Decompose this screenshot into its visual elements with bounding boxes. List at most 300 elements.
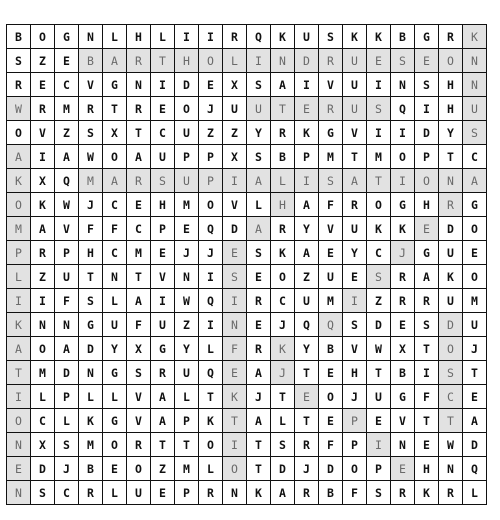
grid-cell[interactable]: L <box>151 25 175 49</box>
grid-cell[interactable]: Q <box>463 457 487 481</box>
grid-cell[interactable]: Y <box>175 337 199 361</box>
grid-cell[interactable]: E <box>31 73 55 97</box>
grid-cell[interactable]: J <box>79 193 103 217</box>
grid-cell[interactable]: G <box>79 313 103 337</box>
grid-cell[interactable]: H <box>343 361 367 385</box>
grid-cell[interactable]: L <box>271 169 295 193</box>
grid-cell[interactable]: H <box>175 49 199 73</box>
grid-cell[interactable]: E <box>199 73 223 97</box>
grid-cell[interactable]: T <box>295 361 319 385</box>
grid-cell[interactable]: O <box>7 193 31 217</box>
grid-cell[interactable]: S <box>7 49 31 73</box>
grid-cell[interactable]: R <box>127 433 151 457</box>
grid-cell[interactable]: F <box>343 481 367 505</box>
grid-cell[interactable]: T <box>223 409 247 433</box>
grid-cell[interactable]: K <box>31 193 55 217</box>
grid-cell[interactable]: P <box>175 481 199 505</box>
grid-cell[interactable]: A <box>271 481 295 505</box>
grid-cell[interactable]: V <box>223 193 247 217</box>
grid-cell[interactable]: T <box>247 457 271 481</box>
grid-cell[interactable]: O <box>7 409 31 433</box>
grid-cell[interactable]: Z <box>199 121 223 145</box>
grid-cell[interactable]: S <box>247 145 271 169</box>
grid-cell[interactable]: Q <box>199 289 223 313</box>
grid-cell[interactable]: G <box>391 385 415 409</box>
grid-cell[interactable]: I <box>175 25 199 49</box>
grid-cell[interactable]: L <box>199 337 223 361</box>
grid-cell[interactable]: P <box>175 145 199 169</box>
grid-cell[interactable]: A <box>295 193 319 217</box>
grid-cell[interactable]: K <box>415 481 439 505</box>
grid-cell[interactable]: Q <box>247 25 271 49</box>
grid-cell[interactable]: L <box>31 385 55 409</box>
grid-cell[interactable]: I <box>223 433 247 457</box>
grid-cell[interactable]: K <box>7 313 31 337</box>
grid-cell[interactable]: H <box>79 241 103 265</box>
grid-cell[interactable]: N <box>439 457 463 481</box>
grid-cell[interactable]: K <box>367 217 391 241</box>
grid-cell[interactable]: R <box>439 193 463 217</box>
grid-cell[interactable]: O <box>343 457 367 481</box>
grid-cell[interactable]: A <box>103 169 127 193</box>
grid-cell[interactable]: R <box>391 289 415 313</box>
grid-cell[interactable]: P <box>415 145 439 169</box>
grid-cell[interactable]: U <box>343 217 367 241</box>
grid-cell[interactable]: T <box>127 265 151 289</box>
grid-cell[interactable]: R <box>295 481 319 505</box>
grid-cell[interactable]: F <box>79 217 103 241</box>
grid-cell[interactable]: K <box>295 121 319 145</box>
grid-cell[interactable]: W <box>367 337 391 361</box>
grid-cell[interactable]: B <box>79 457 103 481</box>
grid-cell[interactable]: I <box>199 265 223 289</box>
grid-cell[interactable]: L <box>103 481 127 505</box>
grid-cell[interactable]: T <box>415 409 439 433</box>
grid-cell[interactable]: Y <box>343 241 367 265</box>
grid-cell[interactable]: O <box>31 25 55 49</box>
grid-cell[interactable]: H <box>151 193 175 217</box>
grid-cell[interactable]: A <box>151 409 175 433</box>
grid-cell[interactable]: B <box>391 25 415 49</box>
grid-cell[interactable]: U <box>247 97 271 121</box>
grid-cell[interactable]: I <box>295 169 319 193</box>
grid-cell[interactable]: S <box>439 361 463 385</box>
grid-cell[interactable]: R <box>223 25 247 49</box>
grid-cell[interactable]: W <box>175 289 199 313</box>
grid-cell[interactable]: S <box>367 97 391 121</box>
grid-cell[interactable]: U <box>343 49 367 73</box>
grid-cell[interactable]: T <box>103 97 127 121</box>
grid-cell[interactable]: L <box>7 265 31 289</box>
grid-cell[interactable]: U <box>343 97 367 121</box>
grid-cell[interactable]: A <box>415 265 439 289</box>
grid-cell[interactable]: L <box>247 193 271 217</box>
grid-cell[interactable]: V <box>31 121 55 145</box>
grid-cell[interactable]: T <box>247 433 271 457</box>
grid-cell[interactable]: R <box>319 49 343 73</box>
grid-cell[interactable]: M <box>79 169 103 193</box>
grid-cell[interactable]: P <box>199 145 223 169</box>
grid-cell[interactable]: E <box>343 265 367 289</box>
grid-cell[interactable]: R <box>199 481 223 505</box>
grid-cell[interactable]: O <box>367 193 391 217</box>
grid-cell[interactable]: U <box>175 121 199 145</box>
grid-cell[interactable]: R <box>439 25 463 49</box>
grid-cell[interactable]: V <box>319 217 343 241</box>
grid-cell[interactable]: G <box>391 193 415 217</box>
grid-cell[interactable]: L <box>463 481 487 505</box>
grid-cell[interactable]: C <box>127 217 151 241</box>
grid-cell[interactable]: C <box>55 73 79 97</box>
grid-cell[interactable]: E <box>415 49 439 73</box>
grid-cell[interactable]: S <box>55 433 79 457</box>
grid-cell[interactable]: E <box>319 241 343 265</box>
grid-cell[interactable]: E <box>175 217 199 241</box>
grid-cell[interactable]: R <box>7 73 31 97</box>
grid-cell[interactable]: C <box>367 241 391 265</box>
grid-cell[interactable]: L <box>175 385 199 409</box>
grid-cell[interactable]: J <box>271 313 295 337</box>
grid-cell[interactable]: N <box>31 313 55 337</box>
grid-cell[interactable]: A <box>247 361 271 385</box>
grid-cell[interactable]: J <box>295 457 319 481</box>
grid-cell[interactable]: D <box>295 49 319 73</box>
grid-cell[interactable]: G <box>103 409 127 433</box>
grid-cell[interactable]: N <box>223 313 247 337</box>
grid-cell[interactable]: O <box>31 337 55 361</box>
grid-cell[interactable]: E <box>319 409 343 433</box>
grid-cell[interactable]: F <box>103 217 127 241</box>
grid-cell[interactable]: A <box>7 337 31 361</box>
grid-cell[interactable]: F <box>319 193 343 217</box>
grid-cell[interactable]: R <box>127 169 151 193</box>
grid-cell[interactable]: I <box>343 289 367 313</box>
grid-cell[interactable]: A <box>127 145 151 169</box>
grid-cell[interactable]: E <box>319 361 343 385</box>
grid-cell[interactable]: H <box>127 25 151 49</box>
grid-cell[interactable]: R <box>31 241 55 265</box>
grid-cell[interactable]: Y <box>295 337 319 361</box>
grid-cell[interactable]: U <box>463 97 487 121</box>
grid-cell[interactable]: E <box>367 409 391 433</box>
grid-cell[interactable]: H <box>415 193 439 217</box>
grid-cell[interactable]: U <box>439 289 463 313</box>
grid-cell[interactable]: T <box>199 385 223 409</box>
grid-cell[interactable]: O <box>199 433 223 457</box>
grid-cell[interactable]: H <box>439 97 463 121</box>
grid-cell[interactable]: N <box>103 265 127 289</box>
grid-cell[interactable]: Z <box>175 313 199 337</box>
grid-cell[interactable]: T <box>295 409 319 433</box>
grid-cell[interactable]: L <box>223 49 247 73</box>
grid-cell[interactable]: X <box>127 337 151 361</box>
grid-cell[interactable]: A <box>247 169 271 193</box>
grid-cell[interactable]: D <box>463 433 487 457</box>
grid-cell[interactable]: V <box>391 409 415 433</box>
grid-cell[interactable]: M <box>7 217 31 241</box>
grid-cell[interactable]: Z <box>367 289 391 313</box>
grid-cell[interactable]: P <box>367 457 391 481</box>
grid-cell[interactable]: J <box>271 361 295 385</box>
grid-cell[interactable]: I <box>367 73 391 97</box>
grid-cell[interactable]: K <box>79 409 103 433</box>
grid-cell[interactable]: P <box>7 241 31 265</box>
grid-cell[interactable]: D <box>55 361 79 385</box>
grid-cell[interactable]: I <box>199 313 223 337</box>
grid-cell[interactable]: K <box>247 481 271 505</box>
grid-cell[interactable]: F <box>415 385 439 409</box>
grid-cell[interactable]: R <box>79 97 103 121</box>
grid-cell[interactable]: K <box>463 25 487 49</box>
grid-cell[interactable]: T <box>367 169 391 193</box>
grid-cell[interactable]: F <box>319 433 343 457</box>
grid-cell[interactable]: Q <box>319 313 343 337</box>
grid-cell[interactable]: I <box>247 49 271 73</box>
grid-cell[interactable]: O <box>271 265 295 289</box>
grid-cell[interactable]: M <box>463 289 487 313</box>
grid-cell[interactable]: Q <box>295 313 319 337</box>
grid-cell[interactable]: R <box>79 481 103 505</box>
grid-cell[interactable]: E <box>415 433 439 457</box>
grid-cell[interactable]: A <box>55 337 79 361</box>
grid-cell[interactable]: E <box>295 97 319 121</box>
grid-cell[interactable]: S <box>367 265 391 289</box>
grid-cell[interactable]: S <box>31 481 55 505</box>
grid-cell[interactable]: R <box>415 289 439 313</box>
grid-cell[interactable]: J <box>463 337 487 361</box>
grid-cell[interactable]: S <box>343 313 367 337</box>
grid-cell[interactable]: A <box>271 73 295 97</box>
grid-cell[interactable]: F <box>127 313 151 337</box>
grid-cell[interactable]: E <box>247 313 271 337</box>
grid-cell[interactable]: O <box>463 265 487 289</box>
grid-cell[interactable]: V <box>343 337 367 361</box>
grid-cell[interactable]: D <box>415 121 439 145</box>
grid-cell[interactable]: O <box>199 193 223 217</box>
grid-cell[interactable]: E <box>223 361 247 385</box>
grid-cell[interactable]: E <box>151 97 175 121</box>
grid-cell[interactable]: G <box>55 25 79 49</box>
grid-cell[interactable]: G <box>103 73 127 97</box>
grid-cell[interactable]: E <box>415 217 439 241</box>
grid-cell[interactable]: T <box>271 97 295 121</box>
grid-cell[interactable]: R <box>319 97 343 121</box>
grid-cell[interactable]: K <box>199 409 223 433</box>
grid-cell[interactable]: I <box>223 169 247 193</box>
grid-cell[interactable]: A <box>127 289 151 313</box>
grid-cell[interactable]: F <box>223 337 247 361</box>
grid-cell[interactable]: W <box>55 193 79 217</box>
grid-cell[interactable]: N <box>7 481 31 505</box>
grid-cell[interactable]: N <box>391 73 415 97</box>
grid-cell[interactable]: K <box>271 241 295 265</box>
grid-cell[interactable]: Y <box>295 217 319 241</box>
grid-cell[interactable]: I <box>391 121 415 145</box>
grid-cell[interactable]: O <box>391 145 415 169</box>
grid-cell[interactable]: Q <box>55 169 79 193</box>
grid-cell[interactable]: N <box>127 73 151 97</box>
grid-cell[interactable]: V <box>151 265 175 289</box>
grid-cell[interactable]: S <box>223 265 247 289</box>
grid-cell[interactable]: P <box>55 241 79 265</box>
grid-cell[interactable]: J <box>175 241 199 265</box>
grid-cell[interactable]: T <box>175 433 199 457</box>
grid-cell[interactable]: A <box>103 49 127 73</box>
grid-cell[interactable]: E <box>103 457 127 481</box>
grid-cell[interactable]: V <box>79 73 103 97</box>
grid-cell[interactable]: L <box>199 457 223 481</box>
grid-cell[interactable]: P <box>151 217 175 241</box>
grid-cell[interactable]: X <box>31 169 55 193</box>
grid-cell[interactable]: T <box>343 145 367 169</box>
grid-cell[interactable]: A <box>343 169 367 193</box>
grid-cell[interactable]: I <box>223 289 247 313</box>
grid-cell[interactable]: D <box>223 217 247 241</box>
grid-cell[interactable]: T <box>367 361 391 385</box>
grid-cell[interactable]: K <box>367 25 391 49</box>
grid-cell[interactable]: Z <box>295 265 319 289</box>
grid-cell[interactable]: A <box>463 409 487 433</box>
grid-cell[interactable]: P <box>199 169 223 193</box>
grid-cell[interactable]: K <box>439 265 463 289</box>
grid-cell[interactable]: U <box>175 361 199 385</box>
grid-cell[interactable]: R <box>391 481 415 505</box>
grid-cell[interactable]: T <box>151 433 175 457</box>
grid-cell[interactable]: Y <box>439 121 463 145</box>
grid-cell[interactable]: A <box>247 409 271 433</box>
grid-cell[interactable]: B <box>7 25 31 49</box>
grid-cell[interactable]: T <box>439 409 463 433</box>
grid-cell[interactable]: I <box>31 289 55 313</box>
grid-cell[interactable]: G <box>151 337 175 361</box>
grid-cell[interactable]: F <box>55 289 79 313</box>
grid-cell[interactable]: W <box>79 145 103 169</box>
grid-cell[interactable]: D <box>175 73 199 97</box>
grid-cell[interactable]: H <box>439 73 463 97</box>
grid-cell[interactable]: A <box>55 145 79 169</box>
grid-cell[interactable]: O <box>103 433 127 457</box>
grid-cell[interactable]: B <box>319 481 343 505</box>
grid-cell[interactable]: R <box>247 289 271 313</box>
grid-cell[interactable]: G <box>463 193 487 217</box>
grid-cell[interactable]: R <box>271 217 295 241</box>
grid-cell[interactable]: Z <box>223 121 247 145</box>
grid-cell[interactable]: N <box>271 49 295 73</box>
grid-cell[interactable]: C <box>151 121 175 145</box>
grid-cell[interactable]: U <box>343 73 367 97</box>
grid-cell[interactable]: I <box>7 385 31 409</box>
grid-cell[interactable]: O <box>319 385 343 409</box>
grid-cell[interactable]: M <box>31 361 55 385</box>
grid-cell[interactable]: B <box>319 337 343 361</box>
grid-cell[interactable]: J <box>343 385 367 409</box>
grid-cell[interactable]: N <box>79 361 103 385</box>
grid-cell[interactable]: O <box>7 121 31 145</box>
grid-cell[interactable]: J <box>199 241 223 265</box>
grid-cell[interactable]: S <box>79 289 103 313</box>
grid-cell[interactable]: A <box>463 169 487 193</box>
grid-cell[interactable]: O <box>175 97 199 121</box>
grid-cell[interactable]: U <box>367 385 391 409</box>
grid-cell[interactable]: K <box>223 385 247 409</box>
grid-cell[interactable]: J <box>199 97 223 121</box>
grid-cell[interactable]: D <box>271 457 295 481</box>
grid-cell[interactable]: N <box>175 265 199 289</box>
grid-cell[interactable]: V <box>343 121 367 145</box>
grid-cell[interactable]: U <box>151 313 175 337</box>
grid-cell[interactable]: L <box>103 385 127 409</box>
grid-cell[interactable]: P <box>175 409 199 433</box>
grid-cell[interactable]: N <box>463 49 487 73</box>
grid-cell[interactable]: C <box>463 145 487 169</box>
grid-cell[interactable]: Y <box>247 121 271 145</box>
grid-cell[interactable]: I <box>295 73 319 97</box>
grid-cell[interactable]: Y <box>103 337 127 361</box>
grid-cell[interactable]: R <box>295 433 319 457</box>
grid-cell[interactable]: U <box>127 481 151 505</box>
grid-cell[interactable]: O <box>127 457 151 481</box>
grid-cell[interactable]: T <box>151 49 175 73</box>
grid-cell[interactable]: K <box>391 217 415 241</box>
grid-cell[interactable]: I <box>415 361 439 385</box>
grid-cell[interactable]: S <box>247 73 271 97</box>
grid-cell[interactable]: D <box>79 337 103 361</box>
grid-cell[interactable]: R <box>271 121 295 145</box>
grid-cell[interactable]: W <box>7 97 31 121</box>
grid-cell[interactable]: N <box>7 433 31 457</box>
grid-cell[interactable]: X <box>391 337 415 361</box>
grid-cell[interactable]: R <box>343 193 367 217</box>
grid-cell[interactable]: G <box>415 25 439 49</box>
grid-cell[interactable]: S <box>391 49 415 73</box>
grid-cell[interactable]: L <box>103 25 127 49</box>
grid-cell[interactable]: D <box>31 457 55 481</box>
grid-cell[interactable]: L <box>55 409 79 433</box>
grid-cell[interactable]: A <box>151 385 175 409</box>
grid-cell[interactable]: Q <box>199 217 223 241</box>
grid-cell[interactable]: G <box>103 361 127 385</box>
grid-cell[interactable]: E <box>55 49 79 73</box>
grid-cell[interactable]: B <box>271 145 295 169</box>
grid-cell[interactable]: Z <box>151 457 175 481</box>
grid-cell[interactable]: W <box>439 433 463 457</box>
grid-cell[interactable]: S <box>415 73 439 97</box>
grid-cell[interactable]: U <box>55 265 79 289</box>
grid-cell[interactable]: R <box>439 481 463 505</box>
grid-cell[interactable]: U <box>439 241 463 265</box>
grid-cell[interactable]: V <box>127 409 151 433</box>
grid-cell[interactable]: U <box>175 169 199 193</box>
grid-cell[interactable]: M <box>175 457 199 481</box>
grid-cell[interactable]: M <box>319 289 343 313</box>
grid-cell[interactable]: Z <box>31 265 55 289</box>
grid-cell[interactable]: D <box>367 313 391 337</box>
grid-cell[interactable]: T <box>463 361 487 385</box>
grid-cell[interactable]: Z <box>55 121 79 145</box>
grid-cell[interactable]: E <box>367 49 391 73</box>
grid-cell[interactable]: Q <box>199 361 223 385</box>
grid-cell[interactable]: C <box>103 241 127 265</box>
grid-cell[interactable]: A <box>31 217 55 241</box>
grid-cell[interactable]: O <box>463 217 487 241</box>
grid-cell[interactable]: S <box>463 121 487 145</box>
grid-cell[interactable]: E <box>7 457 31 481</box>
grid-cell[interactable]: D <box>439 217 463 241</box>
grid-cell[interactable]: K <box>343 25 367 49</box>
grid-cell[interactable]: O <box>103 145 127 169</box>
grid-cell[interactable]: I <box>199 25 223 49</box>
grid-cell[interactable]: U <box>319 265 343 289</box>
